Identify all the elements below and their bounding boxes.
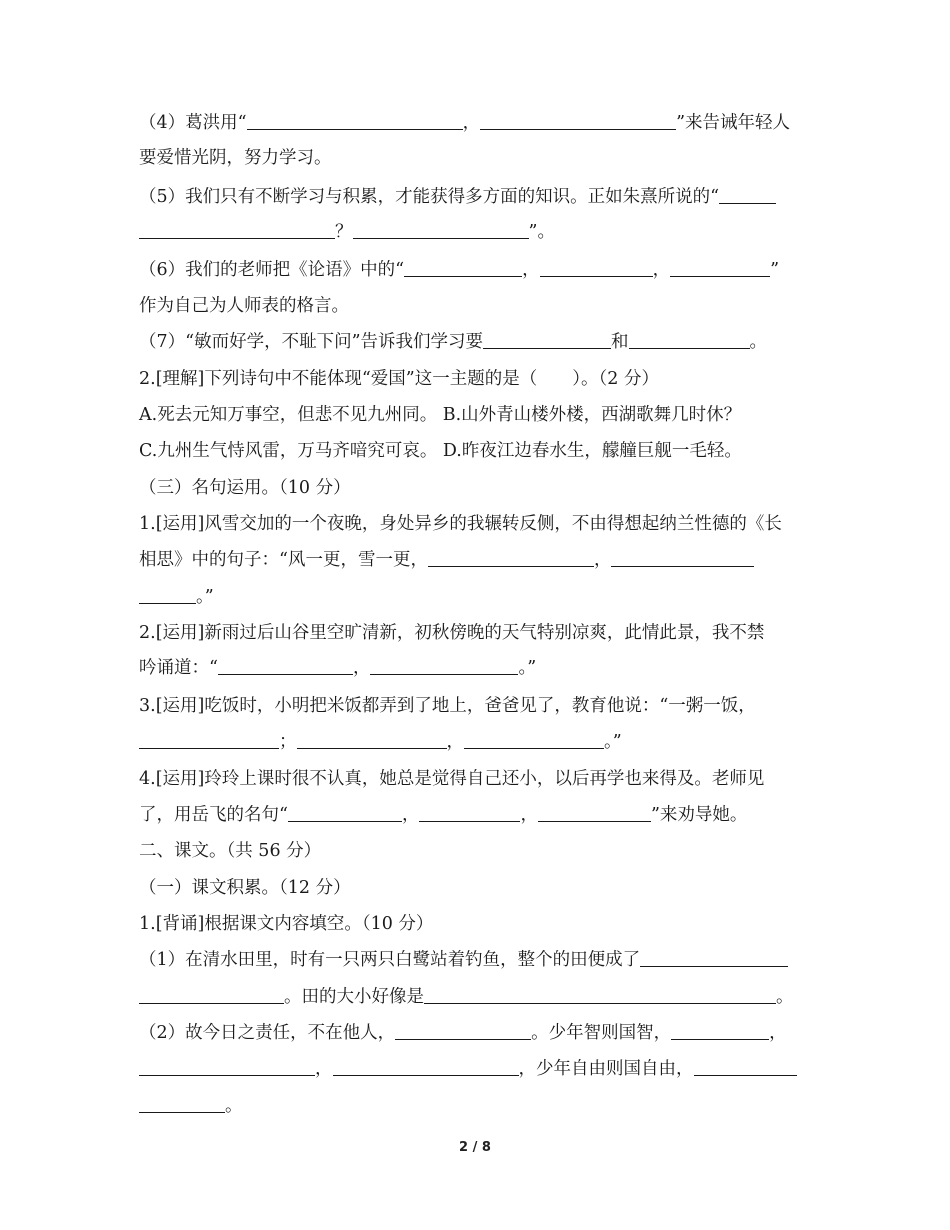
text-line [139, 146, 819, 170]
text-line [139, 656, 819, 680]
text-line [139, 111, 819, 135]
answer-blank[interactable] [139, 730, 279, 749]
line-text: 要爱惜光阴，努力学习。 [139, 148, 332, 168]
answer-blank[interactable] [139, 985, 284, 1004]
text-line [139, 985, 819, 1009]
answer-blank[interactable] [694, 1057, 797, 1076]
line-text: C.九州生气恃风雷，万马齐喑究可哀。 D.昨夜江边春水生，艨艟巨舰一毛轻。 [139, 441, 742, 461]
answer-blank[interactable] [424, 985, 776, 1004]
text-line [139, 694, 819, 718]
line-text: 3.[运用]吃饭时，小明把米饭都弄到了地上，爸爸见了，教育他说：“一粥一饭， [139, 696, 756, 716]
answer-blank[interactable] [540, 258, 653, 277]
line-text: （7）“敏而好学，不耻下问”告诉我们学习要 [139, 332, 484, 352]
line-text: （一）课文积累。（12 分） [139, 878, 351, 898]
line-text: （三）名句运用。（10 分） [139, 478, 351, 498]
answer-blank[interactable] [671, 1021, 769, 1040]
line-text: 相思》中的句子：“风一更，雪一更， [139, 550, 428, 570]
answer-blank[interactable] [670, 258, 770, 277]
line-text: ”来劝导她。 [650, 805, 748, 825]
line-text: 吟诵道：“ [139, 658, 218, 678]
answer-blank[interactable] [288, 803, 402, 822]
line-text: 二、课文。（共 56 分） [139, 841, 322, 861]
line-text: 1.[背诵]根据课文内容填空。（10 分） [139, 914, 434, 934]
text-line [139, 1057, 819, 1081]
line-text: （2）故今日之责任，不在他人， [139, 1023, 396, 1043]
answer-blank[interactable] [719, 185, 776, 204]
line-text: （4）葛洪用“ [139, 113, 247, 133]
line-text: ， [401, 805, 420, 825]
line-text: ， [315, 1059, 333, 1079]
answer-blank[interactable] [333, 1057, 519, 1076]
text-line [139, 476, 819, 500]
text-line [139, 548, 819, 572]
answer-blank[interactable] [297, 730, 447, 749]
line-text: 作为自己为人师表的格言。 [139, 296, 349, 316]
text-line [139, 730, 819, 754]
text-line [139, 367, 819, 391]
text-line [139, 839, 819, 863]
line-text: 。” [518, 658, 537, 678]
line-text: ， [522, 260, 540, 280]
line-text: 。” [196, 587, 214, 607]
answer-blank[interactable] [464, 730, 604, 749]
answer-blank[interactable] [640, 948, 788, 967]
line-text: 和 [611, 332, 629, 352]
line-text: ， [652, 260, 671, 280]
text-line [139, 912, 819, 936]
text-line [139, 330, 819, 354]
text-line [139, 767, 819, 791]
line-text: ， [352, 658, 371, 678]
answer-blank[interactable] [370, 656, 518, 675]
answer-blank[interactable] [139, 1094, 225, 1113]
answer-blank[interactable] [139, 1057, 315, 1076]
answer-blank[interactable] [218, 656, 353, 675]
line-text: ” [770, 260, 780, 280]
text-line [139, 185, 811, 209]
text-line [139, 220, 819, 244]
line-text: 2.[理解]下列诗句中不能体现“爱国”这一主题的是（ ）。（2 分） [139, 369, 659, 389]
line-text: ？ [335, 222, 353, 242]
answer-blank[interactable] [611, 548, 754, 567]
answer-blank[interactable] [480, 111, 676, 130]
line-text: （5）我们只有不断学习与积累，才能获得多方面的知识。正如朱熹所说的“ [139, 187, 720, 207]
line-text: 。 [749, 332, 768, 352]
answer-blank[interactable] [483, 330, 611, 349]
answer-blank[interactable] [395, 1021, 531, 1040]
text-line [139, 439, 819, 463]
line-text: ，少年自由则国自由， [518, 1059, 694, 1079]
line-text: 。 [225, 1096, 243, 1116]
text-line [139, 585, 819, 609]
text-line [139, 403, 819, 427]
answer-blank[interactable] [538, 803, 651, 822]
line-text: （6）我们的老师把《论语》中的“ [139, 260, 405, 280]
answer-blank[interactable] [629, 330, 750, 349]
line-text: 。 [776, 987, 794, 1007]
line-text: 。少年智则国智， [531, 1023, 672, 1043]
line-text: ， [769, 1023, 787, 1043]
text-line [139, 621, 819, 645]
line-text: ”。 [528, 222, 555, 242]
text-line [139, 258, 819, 282]
line-text: ， [446, 732, 464, 752]
line-text: ， [520, 805, 538, 825]
line-text: 2.[运用]新雨过后山谷里空旷清新，初秋傍晚的天气特别凉爽，此情此景，我不禁 [139, 623, 765, 643]
answer-blank[interactable] [139, 585, 196, 604]
line-text: （1）在清水田里，时有一只两只白鹭站着钓鱼，整个的田便成了 [139, 950, 641, 970]
text-line [139, 1021, 819, 1045]
text-line [139, 294, 819, 318]
answer-blank[interactable] [247, 111, 463, 130]
answer-blank[interactable] [353, 220, 529, 239]
text-line [139, 1094, 819, 1118]
answer-blank[interactable] [404, 258, 522, 277]
line-text: 1.[运用]风雪交加的一个夜晚，身处异乡的我辗转反侧，不由得想起纳兰性德的《长 [139, 514, 782, 534]
line-text: 4.[运用]玲玲上课时很不认真，她总是觉得自己还小，以后再学也来得及。老师见 [139, 769, 765, 789]
line-text: 了，用岳飞的名句“ [139, 805, 288, 825]
text-line [139, 876, 819, 900]
line-text: A.死去元知万事空，但悲不见九州同。 B.山外青山楼外楼，西湖歌舞几时休？ [139, 405, 742, 425]
text-line [139, 948, 819, 972]
page-number: 2 / 8 [459, 1140, 491, 1155]
text-line [139, 803, 819, 827]
text-line [139, 512, 819, 536]
line-text: ， [462, 113, 481, 133]
line-text: ， [593, 550, 612, 570]
line-text: ； [279, 732, 297, 752]
line-text: 。” [604, 732, 622, 752]
line-text: 。田的大小好像是 [284, 987, 424, 1007]
answer-blank[interactable] [139, 220, 335, 239]
line-text: ”来告诫年轻人 [676, 113, 791, 133]
answer-blank[interactable] [419, 803, 520, 822]
answer-blank[interactable] [428, 548, 594, 567]
